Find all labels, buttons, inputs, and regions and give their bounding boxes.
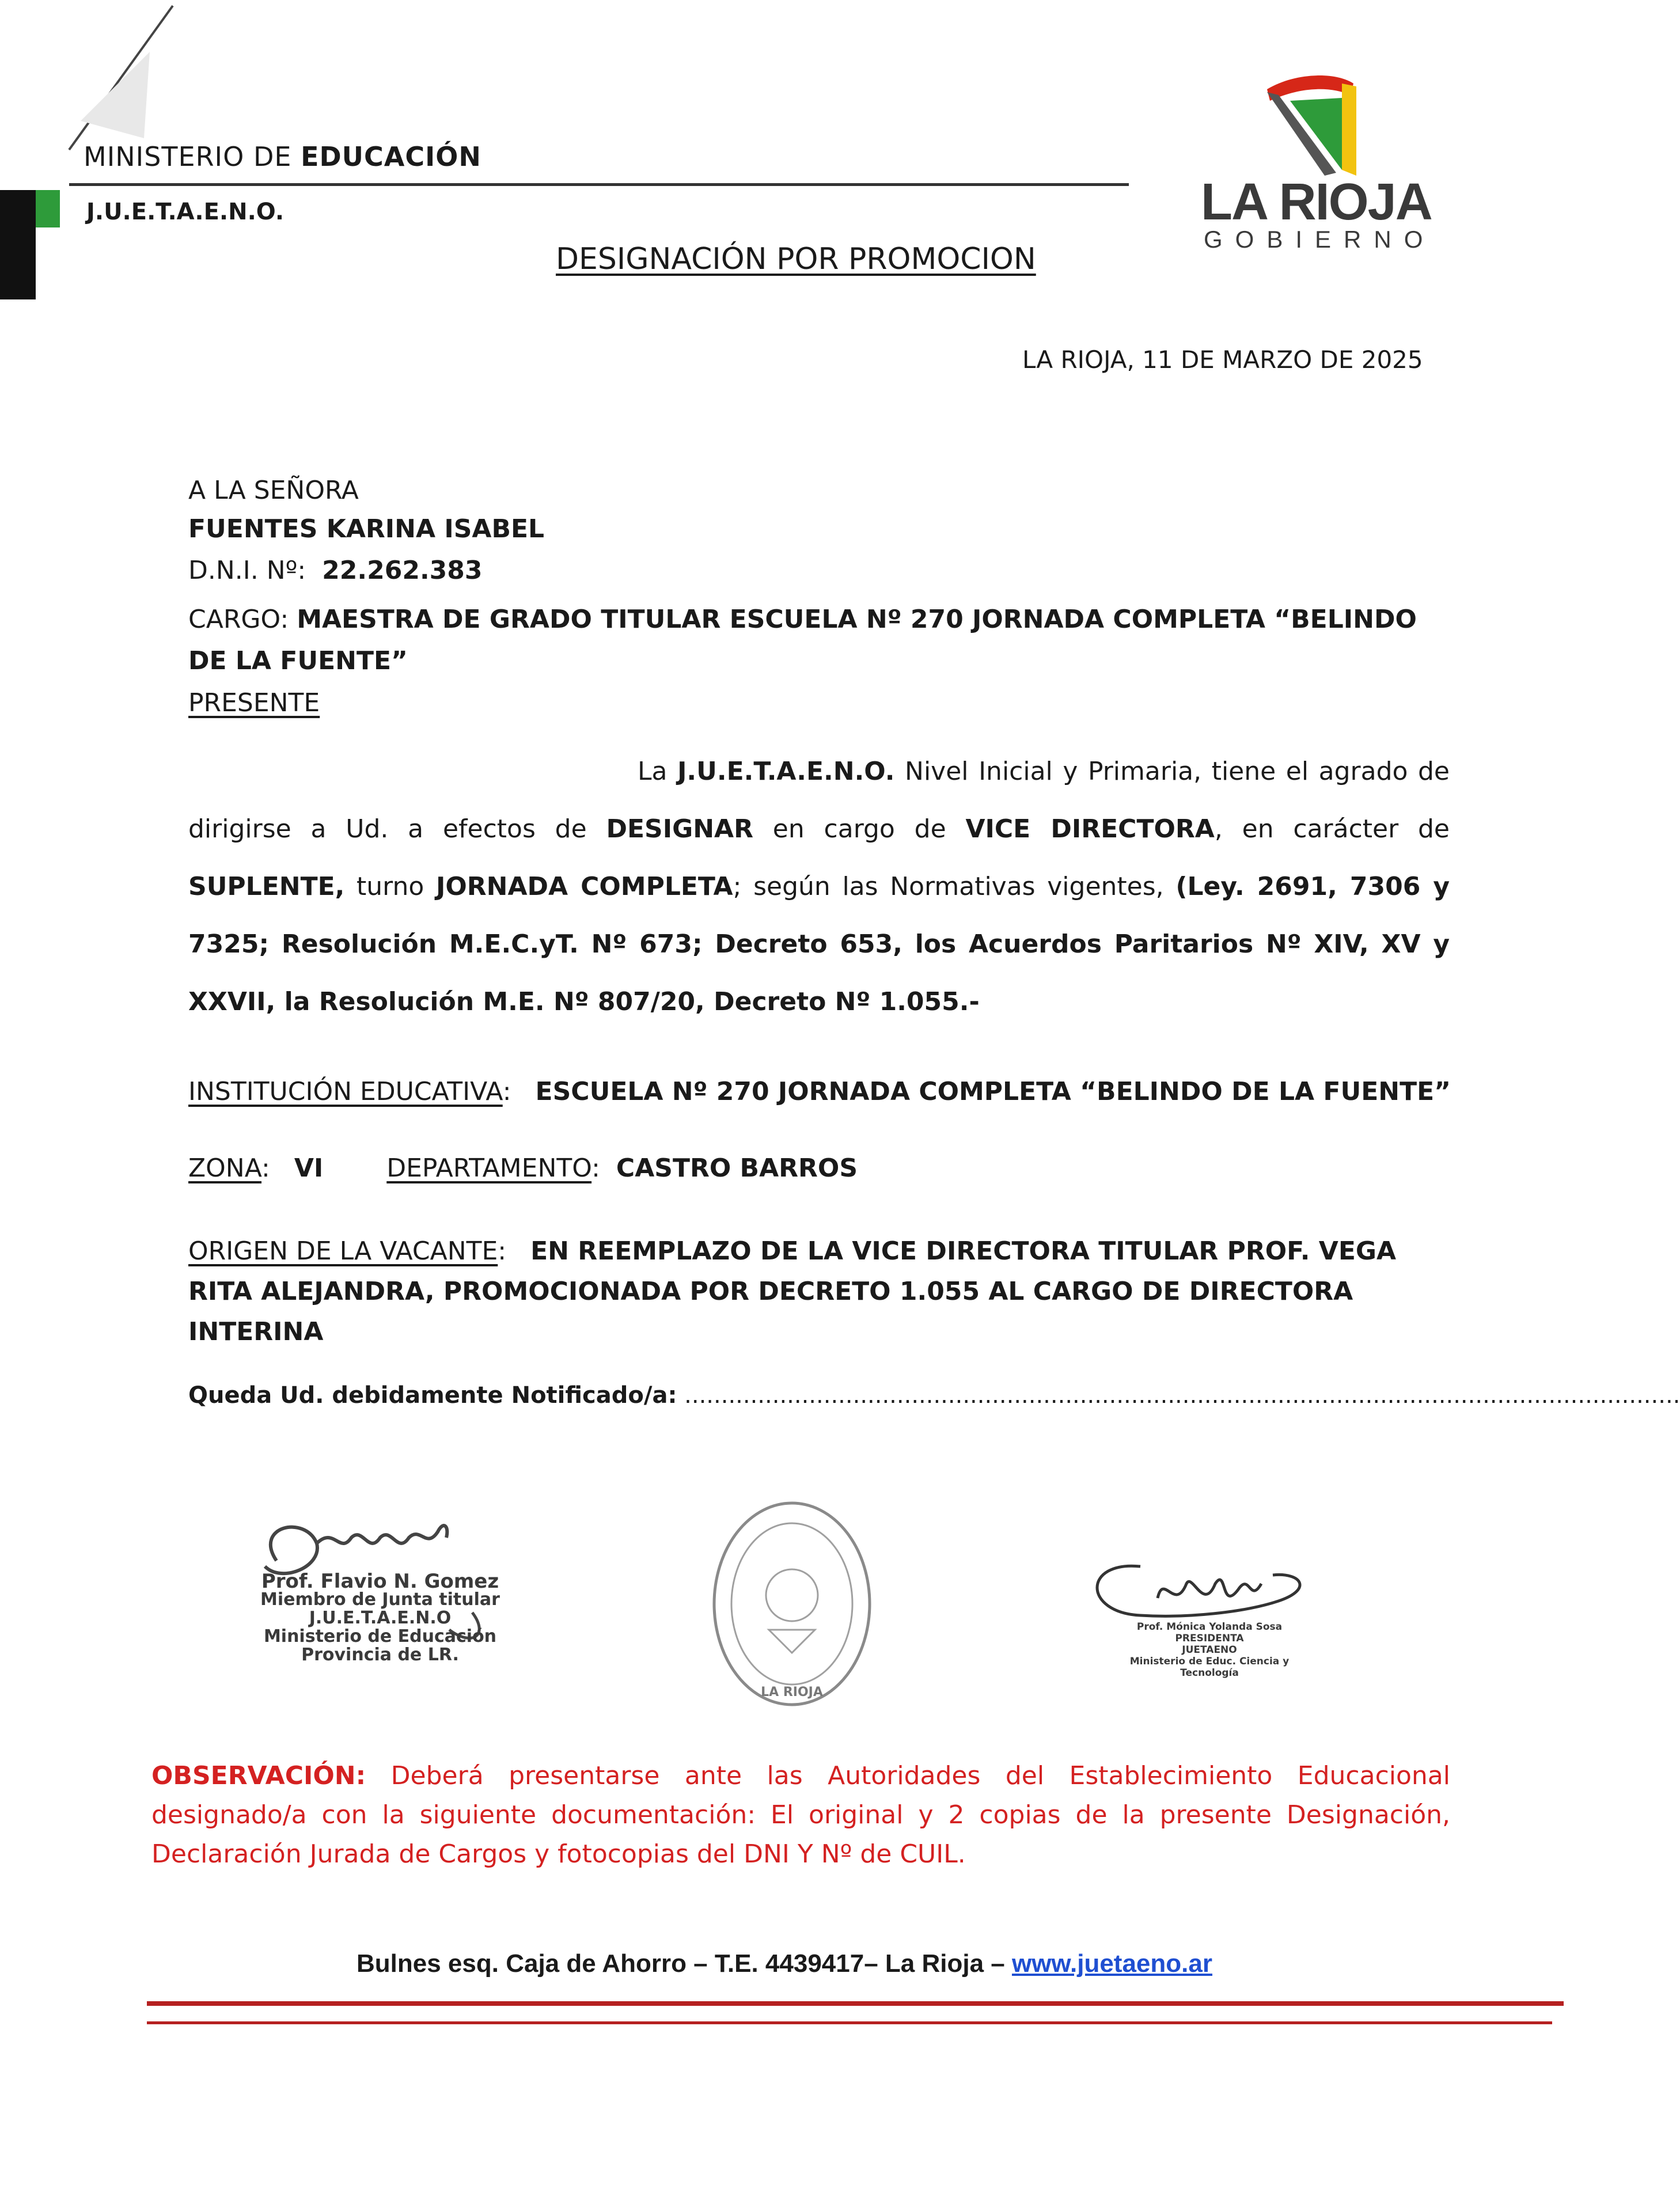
recipient-presente: PRESENTE bbox=[188, 688, 320, 718]
footer-rule-top bbox=[147, 2001, 1564, 2006]
header-rule bbox=[69, 183, 1129, 186]
logo-subtitle: GOBIERNO bbox=[1204, 226, 1436, 253]
right-signature-stamp: Prof. Mónica Yolanda Sosa PRESIDENTA JUETAENO Ministerio de Educ. Ciencia y Tecnología bbox=[1129, 1621, 1290, 1679]
right-signature-icon bbox=[1071, 1549, 1325, 1630]
document-date: LA RIOJA, 11 DE MARZO DE 2025 bbox=[1022, 346, 1423, 374]
footer-rule-bottom bbox=[147, 2021, 1552, 2024]
header-green-accent bbox=[36, 190, 60, 227]
seal-text: LA RIOJA bbox=[761, 1685, 823, 1699]
org-code: J.U.E.T.A.E.N.O. bbox=[86, 199, 285, 225]
zone-department-field: ZONA: VI DEPARTAMENTO: CASTRO BARROS bbox=[188, 1154, 858, 1183]
la-rioja-logo-icon bbox=[1256, 60, 1365, 181]
observation-note: OBSERVACIÓN: Deberá presentarse ante las Autoridades del Establecimiento Educacional designado/a con la siguiente documentación: El original y 2 copias de la presente Designación, Declaración Jurada de Cargos y fotocopias del DNI Y Nº de CUIL. bbox=[151, 1761, 1450, 1869]
ministry-name: MINISTERIO DE EDUCACIÓN bbox=[84, 141, 481, 172]
vacancy-origin-field: ORIGEN DE LA VACANTE: EN REEMPLAZO DE LA VICE DIRECTORA TITULAR PROF. VEGA RITA ALEJANDRA, PROMOCIONADA POR DECRETO 1.055 AL CARGO DE DIRECTORA INTERINA bbox=[188, 1236, 1397, 1346]
official-seal-icon bbox=[706, 1497, 878, 1716]
footer-contact: Bulnes esq. Caja de Ahorro – T.E. 4439417– La Rioja – www.juetaeno.ar bbox=[357, 1949, 1212, 1978]
website-link[interactable]: www.juetaeno.ar bbox=[1011, 1949, 1212, 1978]
recipient-name: FUENTES KARINA ISABEL bbox=[188, 514, 545, 544]
notification-line: Queda Ud. debidamente Notificado/a: ........................................................................................................................................ bbox=[188, 1382, 1680, 1409]
institution-field: INSTITUCIÓN EDUCATIVA: ESCUELA Nº 270 JORNADA COMPLETA “BELINDO DE LA FUENTE” bbox=[188, 1077, 1451, 1106]
left-signature-stamp: Prof. Flavio N. Gomez Miembro de Junta titular J.U.E.T.A.E.N.O Ministerio de Educación Provincia de LR. bbox=[260, 1570, 500, 1665]
scan-dark-edge bbox=[0, 190, 36, 299]
document-title: DESIGNACIÓN POR PROMOCION bbox=[556, 242, 1036, 276]
logo-name: LA RIOJA bbox=[1201, 173, 1432, 231]
designation-body: La J.U.E.T.A.E.N.O. Nivel Inicial y Primaria, tiene el agrado de dirigirse a Ud. a efectos de DESIGNAR en cargo de VICE DIRECTORA, en carácter de SUPLENTE, turno JORNADA COMPLETA; según las Normativas vigentes, (Ley. 2691, 7306 y 7325; Resolución M.E.C.yT. Nº 673; Decreto 653, los Acuerdos Paritarios Nº XIV, XV y XXVII, la Resolución M.E. Nº 807/20, Decreto Nº 1.055.- bbox=[188, 757, 1450, 1016]
recipient-dni: D.N.I. Nº: 22.262.383 bbox=[188, 556, 483, 585]
recipient-salutation: A LA SEÑORA bbox=[188, 476, 359, 505]
recipient-cargo: CARGO: MAESTRA DE GRADO TITULAR ESCUELA Nº 270 JORNADA COMPLETA “BELINDO DE LA FUENTE” bbox=[188, 605, 1417, 676]
